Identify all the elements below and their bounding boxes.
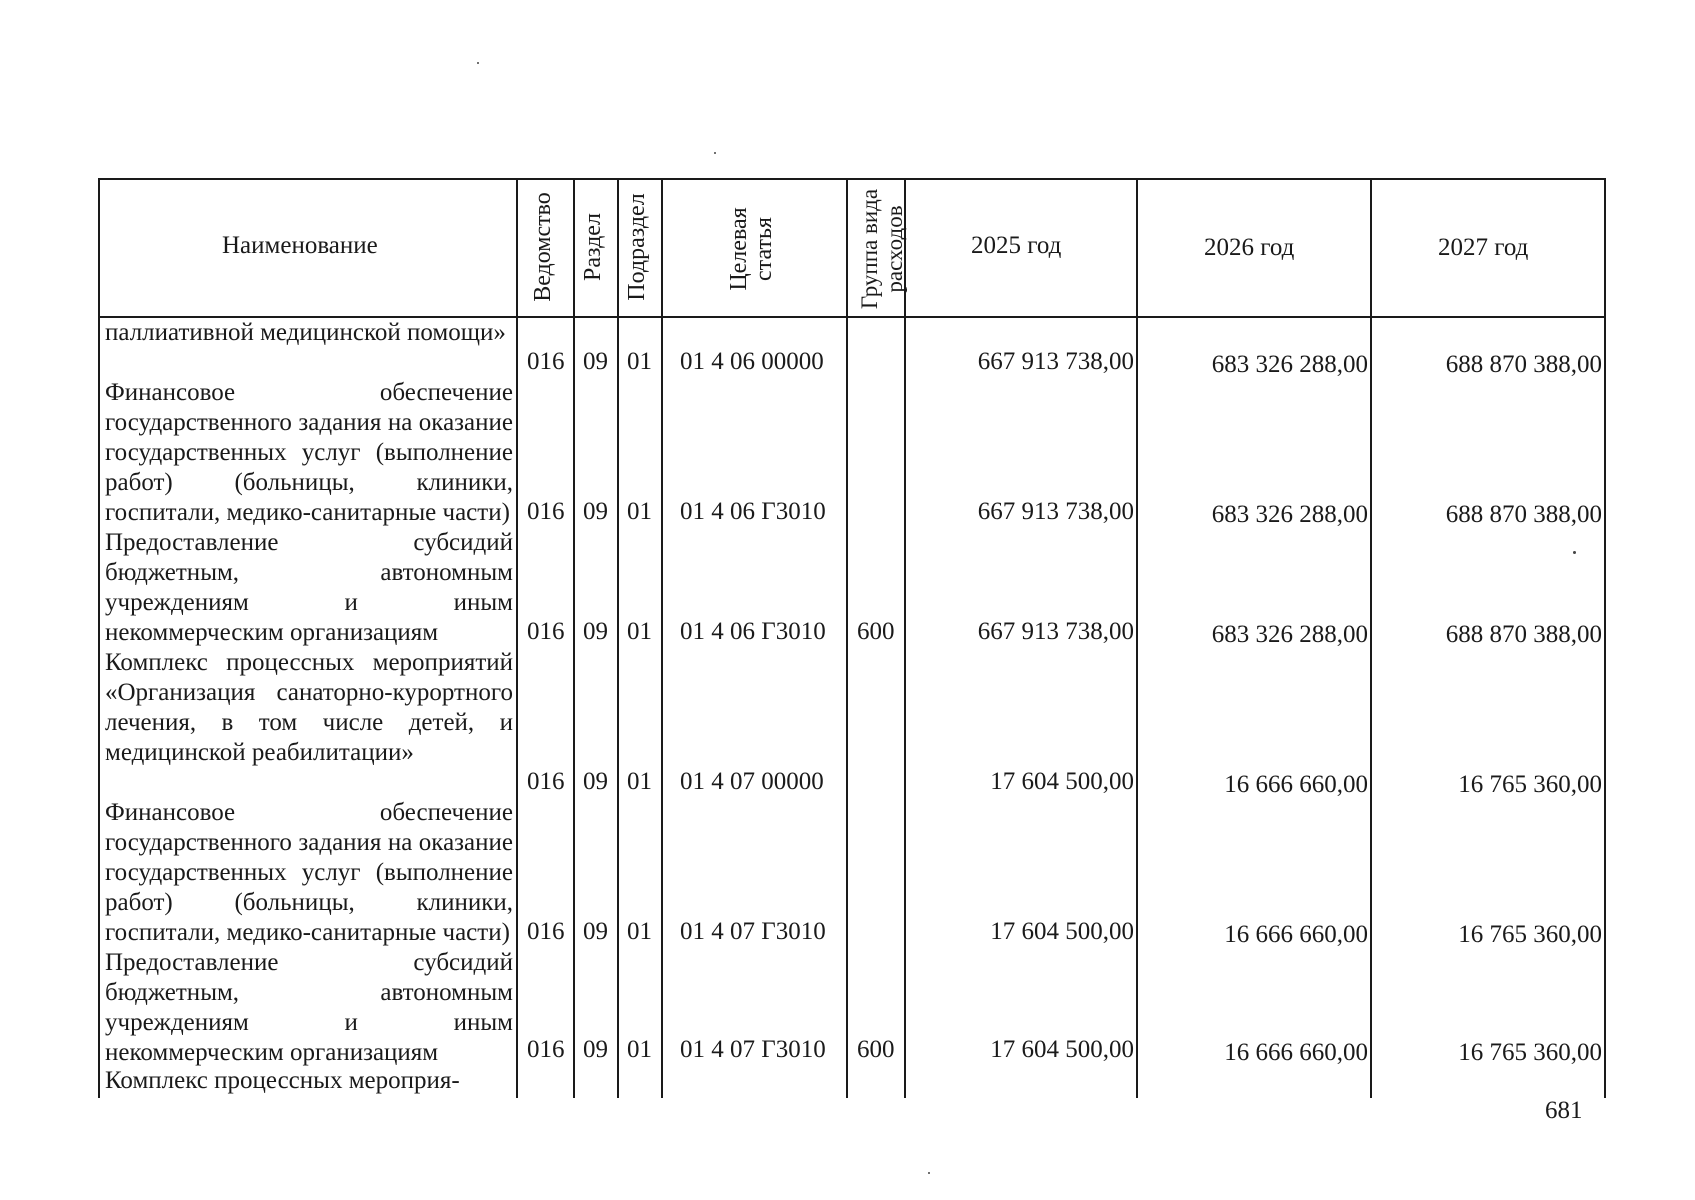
col-border-2025 (1136, 178, 1138, 1098)
header-target-item-line1: Целевая (726, 207, 752, 291)
row-name: Финансовое обеспечение государственного задания на оказание государственных услуг (выполнение работ) (больницы, клиники, госпитали, медико-санитарные части) (105, 379, 513, 526)
header-year-2027: 2027 год (1438, 234, 1529, 261)
row-value-2026: 683 326 288,00 (1211, 501, 1368, 528)
row-target: 01 4 06 Г3010 (680, 618, 826, 645)
row-section: 09 (583, 1036, 608, 1063)
header-target-item-line2: статья (751, 217, 777, 281)
row-subsection: 01 (627, 918, 652, 945)
row-value-2025: 667 913 738,00 (977, 348, 1134, 375)
row-department: 016 (527, 498, 565, 525)
row-value-2027: 688 870 388,00 (1445, 621, 1602, 648)
row-department: 016 (527, 918, 565, 945)
table-top-border (98, 178, 1606, 180)
row-value-2026: 16 666 660,00 (1224, 921, 1368, 948)
row-value-2026: 16 666 660,00 (1224, 1039, 1368, 1066)
row-department: 016 (527, 348, 565, 375)
col-border-subsection (661, 178, 663, 1098)
row-value-2026: 683 326 288,00 (1211, 351, 1368, 378)
row-name: Комплекс процессных мероприя- (105, 1067, 460, 1094)
header-expense-group (857, 176, 909, 322)
header-target-item (727, 189, 779, 309)
row-section: 09 (583, 498, 608, 525)
row-target: 01 4 07 00000 (680, 768, 824, 795)
row-value-2027: 688 870 388,00 (1445, 351, 1602, 378)
col-border-name (516, 178, 518, 1098)
row-section: 09 (583, 918, 608, 945)
row-department: 016 (527, 1036, 565, 1063)
row-name: Комплекс процессных мероприятий «Организация санаторно-курортного лечения, в том числе детей, и медицинской реабилитации» (105, 649, 513, 766)
row-group: 600 (857, 1036, 895, 1063)
row-value-2027: 16 765 360,00 (1458, 1039, 1602, 1066)
header-year-2025: 2025 год (971, 232, 1062, 259)
page-number: 681 (1545, 1097, 1583, 1124)
row-target: 01 4 07 Г3010 (680, 1036, 826, 1063)
header-year-2026: 2026 год (1204, 234, 1295, 261)
col-border-section (617, 178, 619, 1098)
row-department: 016 (527, 768, 565, 795)
row-target: 01 4 06 Г3010 (680, 498, 826, 525)
header-expense-group-line1: Группа вида (857, 188, 882, 310)
row-subsection: 01 (627, 348, 652, 375)
header-expense-group-line2: расходов (882, 205, 907, 293)
row-value-2027: 688 870 388,00 (1445, 501, 1602, 528)
row-value-2025: 17 604 500,00 (990, 1036, 1134, 1063)
row-subsection: 01 (627, 768, 652, 795)
row-target: 01 4 07 Г3010 (680, 918, 826, 945)
header-department: Ведомство (530, 192, 556, 302)
row-subsection: 01 (627, 1036, 652, 1063)
row-name: Финансовое обеспечение государственного задания на оказание государственных услуг (выполнение работ) (больницы, клиники, госпитали, медико-санитарные части) (105, 799, 513, 946)
row-department: 016 (527, 618, 565, 645)
row-subsection: 01 (627, 618, 652, 645)
row-section: 09 (583, 618, 608, 645)
row-value-2026: 683 326 288,00 (1211, 621, 1368, 648)
row-target: 01 4 06 00000 (680, 348, 824, 375)
scan-speck (714, 152, 716, 154)
header-section: Раздел (580, 213, 606, 281)
row-value-2027: 16 765 360,00 (1458, 771, 1602, 798)
header-name: Наименование (222, 232, 378, 259)
scan-speck (928, 1172, 930, 1174)
row-value-2025: 17 604 500,00 (990, 768, 1134, 795)
col-border-department (573, 178, 575, 1098)
row-group: 600 (857, 618, 895, 645)
scan-speck (477, 62, 479, 64)
row-name: Предоставление субсидий бюджетным, автономным учреждениям и иным некоммерческим организациям (105, 529, 513, 646)
row-value-2027: 16 765 360,00 (1458, 921, 1602, 948)
row-name: паллиативной медицинской помощи» (105, 319, 506, 346)
row-value-2025: 667 913 738,00 (977, 618, 1134, 645)
row-value-2025: 667 913 738,00 (977, 498, 1134, 525)
row-subsection: 01 (627, 498, 652, 525)
row-section: 09 (583, 768, 608, 795)
col-border-right (1604, 178, 1606, 1098)
col-border-2026 (1370, 178, 1372, 1098)
row-value-2026: 16 666 660,00 (1224, 771, 1368, 798)
col-border-target (846, 178, 848, 1098)
scan-speck (1573, 551, 1576, 554)
row-name: Предоставление субсидий бюджетным, автономным учреждениям и иным некоммерческим организациям (105, 949, 513, 1066)
row-section: 09 (583, 348, 608, 375)
col-border-left (98, 178, 100, 1098)
row-value-2025: 17 604 500,00 (990, 918, 1134, 945)
header-subsection: Подраздел (624, 193, 650, 301)
